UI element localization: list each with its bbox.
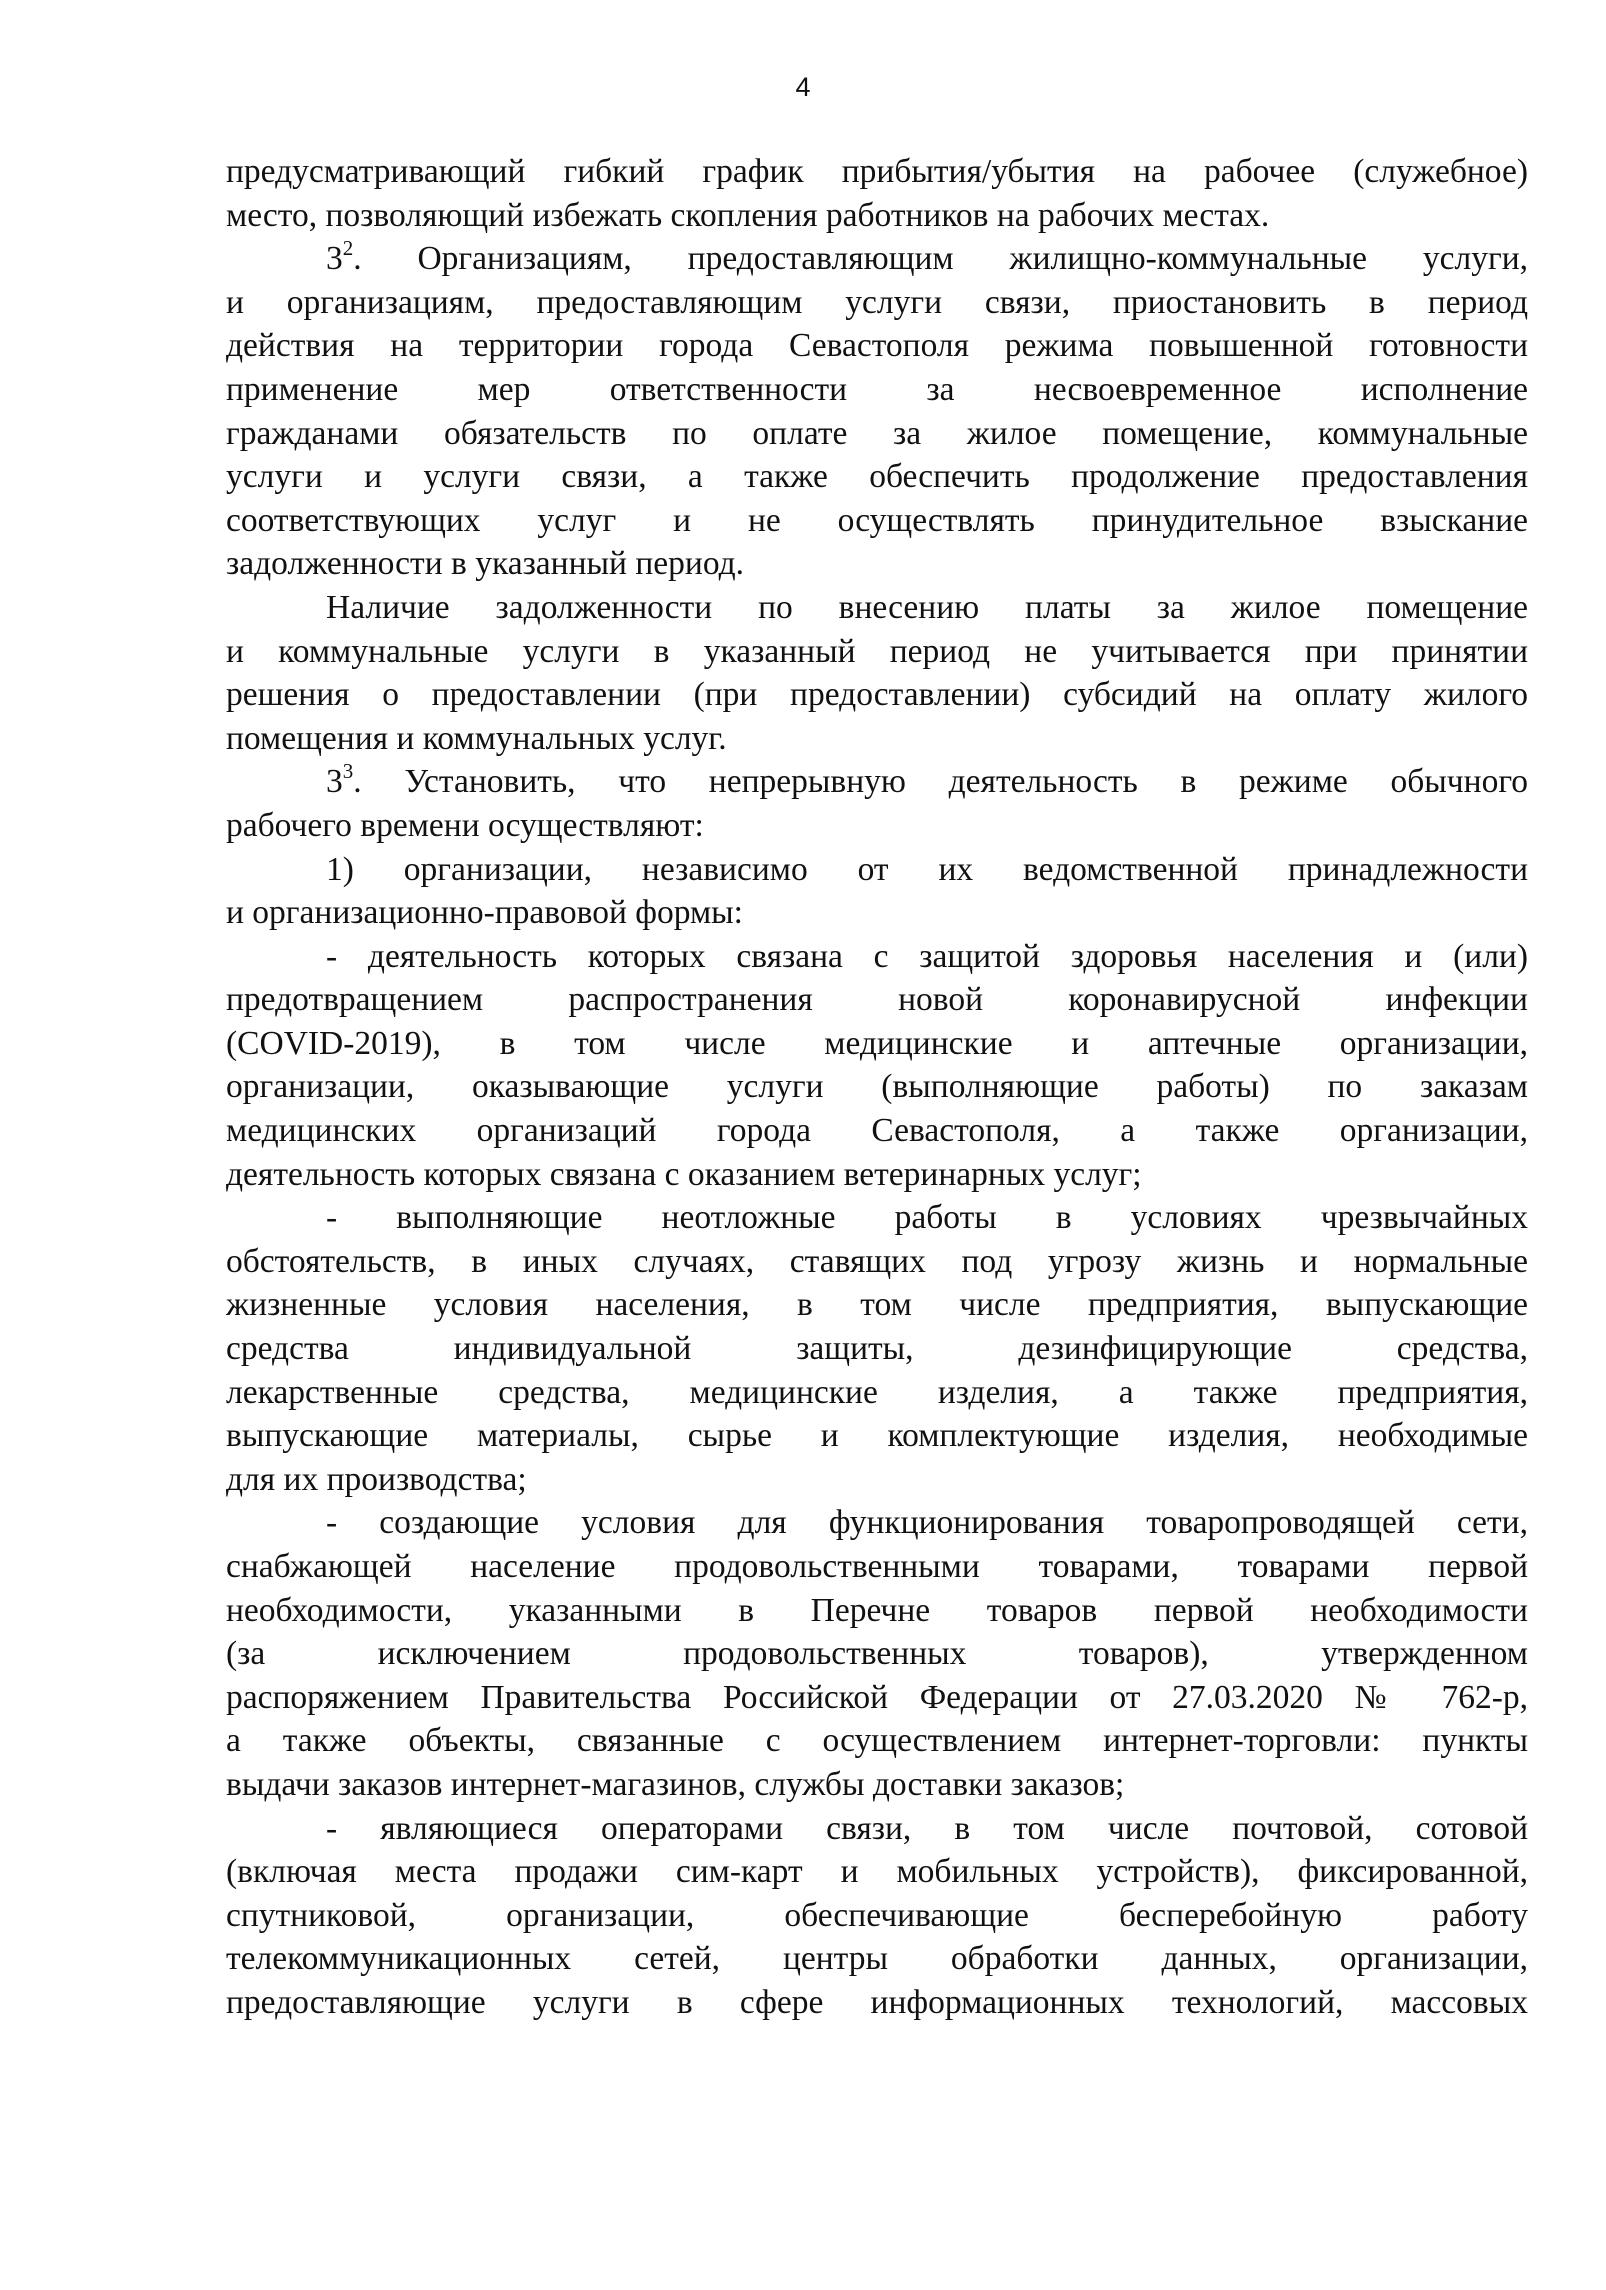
line-text: предотвращением распространения новой коронавирусной инфекции [226,981,1528,1019]
line-text: распоряжением Правительства Российской Федерации от 27.03.2020 № 762-р, [226,1678,1528,1716]
clause-number: 3 [326,240,343,278]
line-text: решения о предоставлении (при предоставлении) субсидий на оплату жилого [226,676,1528,714]
text-line [226,1022,1528,1066]
line-text: гражданами обязательств по оплате за жилое помещение, коммунальные [226,414,1528,452]
text-line [226,804,1528,848]
paragraph-p1 [226,150,1528,237]
text-line [226,194,1528,238]
paragraph-p5 [226,848,1528,935]
text-line [226,1327,1528,1371]
text-line [226,630,1528,674]
paragraph-p3 [226,586,1528,760]
text-line [226,717,1528,761]
line-text: (включая места продажи сим-карт и мобильных устройств), фиксированной, [226,1853,1528,1891]
line-text: применение мер ответственности за несвоевременное исполнение [226,370,1528,408]
line-text: . Организациям, предоставляющим жилищно-коммунальные услуги, [353,240,1528,278]
text-line [226,1807,1528,1851]
text-line [226,281,1528,325]
line-text: - деятельность которых связана с защитой здоровья населения и (или) [326,937,1528,975]
line-text: а также объекты, связанные с осуществлением интернет-торговли: пункты [226,1722,1528,1760]
paragraph-p4 [226,760,1528,847]
text-line [226,935,1528,979]
text-line [226,1719,1528,1763]
text-line [226,1371,1528,1415]
text-line [226,237,1528,281]
text-line [226,1065,1528,1109]
text-line [226,1283,1528,1327]
line-text: - создающие условия для функционирования товаропроводящей сети, [326,1504,1528,1542]
text-line [226,412,1528,456]
text-line [226,1676,1528,1720]
line-text: лекарственные средства, медицинские изделия, а также предприятия, [226,1373,1528,1411]
line-text: телекоммуникационных сетей, центры обработки данных, организации, [226,1940,1528,1978]
text-line [226,1501,1528,1545]
line-text: средства индивидуальной защиты, дезинфицирующие средства, [226,1330,1528,1368]
clause-superscript: 3 [342,759,354,784]
line-text: выпускающие материалы, сырье и комплектующие изделия, необходимые [226,1417,1528,1455]
line-text: задолженности в указанный период. [226,545,745,583]
text-line [226,1153,1528,1197]
line-text: и организационно-правовой формы: [226,894,743,932]
text-line [226,673,1528,717]
paragraph-p7 [226,1196,1528,1501]
text-line [226,1632,1528,1676]
line-text: необходимости, указанными в Перечне товаров первой необходимости [226,1591,1528,1629]
text-line [226,586,1528,630]
text-line [226,1458,1528,1502]
text-line [226,1589,1528,1633]
text-line [226,1196,1528,1240]
line-text: медицинских организаций города Севастополя, а также организации, [226,1112,1528,1150]
line-text: соответствующих услуг и не осуществлять принудительное взыскание [226,501,1528,539]
text-line [226,978,1528,1022]
line-text: снабжающей население продовольственными товарами, товарами первой [226,1548,1528,1585]
line-text: - являющиеся операторами связи, в том числе почтовой, сотовой [326,1809,1528,1847]
line-text: - выполняющие неотложные работы в условиях чрезвычайных [326,1199,1528,1237]
line-text: место, позволяющий избежать скопления работников на рабочих местах. [226,196,1270,234]
text-line [226,324,1528,368]
text-line [226,1981,1528,2025]
page-number: 4 [795,72,811,102]
text-line [226,1414,1528,1458]
line-text: Наличие задолженности по внесению платы за жилое помещение [326,588,1528,626]
line-text: предусматривающий гибкий график прибытия/убытия на рабочее (служебное) [226,153,1528,190]
text-line [226,499,1528,543]
text-line [226,455,1528,499]
line-text: обстоятельств, в иных случаях, ставящих под угрозу жизнь и нормальные [226,1242,1528,1280]
text-line [226,368,1528,412]
paragraph-p8 [226,1501,1528,1806]
clause-number: 3 [326,763,343,801]
text-line [226,1240,1528,1284]
text-line [226,760,1528,804]
line-text: рабочего времени осуществляют: [226,806,704,844]
line-text: действия на территории города Севастополя режима повышенной готовности [226,327,1528,365]
line-text: (COVID-2019), в том числе медицинские и аптечные организации, [226,1024,1528,1062]
clause-superscript: 2 [342,236,354,261]
line-text: 1) организации, независимо от их ведомственной принадлежности [326,850,1528,888]
line-text: помещения и коммунальных услуг. [226,719,727,757]
line-text: (за исключением продовольственных товаров), утвержденном [226,1635,1528,1673]
line-text: жизненные условия населения, в том числе предприятия, выпускающие [226,1286,1528,1324]
line-text: для их производства; [226,1460,527,1498]
line-text: . Установить, что непрерывную деятельность в режиме обычного [353,763,1528,801]
text-line [226,1937,1528,1981]
line-text: деятельность которых связана с оказанием ветеринарных услуг; [226,1155,1142,1193]
line-text: предоставляющие услуги в сфере информационных технологий, массовых [226,1983,1528,2021]
line-text: спутниковой, организации, обеспечивающие бесперебойную работу [226,1896,1528,1934]
paragraph-p9 [226,1807,1528,2025]
line-text: организации, оказывающие услуги (выполняющие работы) по заказам [226,1068,1528,1106]
text-line [226,891,1528,935]
line-text: выдачи заказов интернет-магазинов, службы доставки заказов; [226,1765,1125,1803]
text-line [226,1850,1528,1894]
text-line [226,848,1528,892]
text-line [226,1763,1528,1807]
line-text: и коммунальные услуги в указанный период не учитывается при принятии [226,632,1528,670]
text-line [226,1545,1528,1589]
document-body [226,150,1528,2025]
line-text: услуги и услуги связи, а также обеспечить продолжение предоставления [226,458,1528,496]
text-line [226,150,1528,194]
line-text: и организациям, предоставляющим услуги связи, приостановить в период [226,283,1528,321]
text-line [226,542,1528,586]
text-line [226,1109,1528,1153]
paragraph-p6 [226,935,1528,1197]
text-line [226,1894,1528,1938]
paragraph-p2 [226,237,1528,586]
